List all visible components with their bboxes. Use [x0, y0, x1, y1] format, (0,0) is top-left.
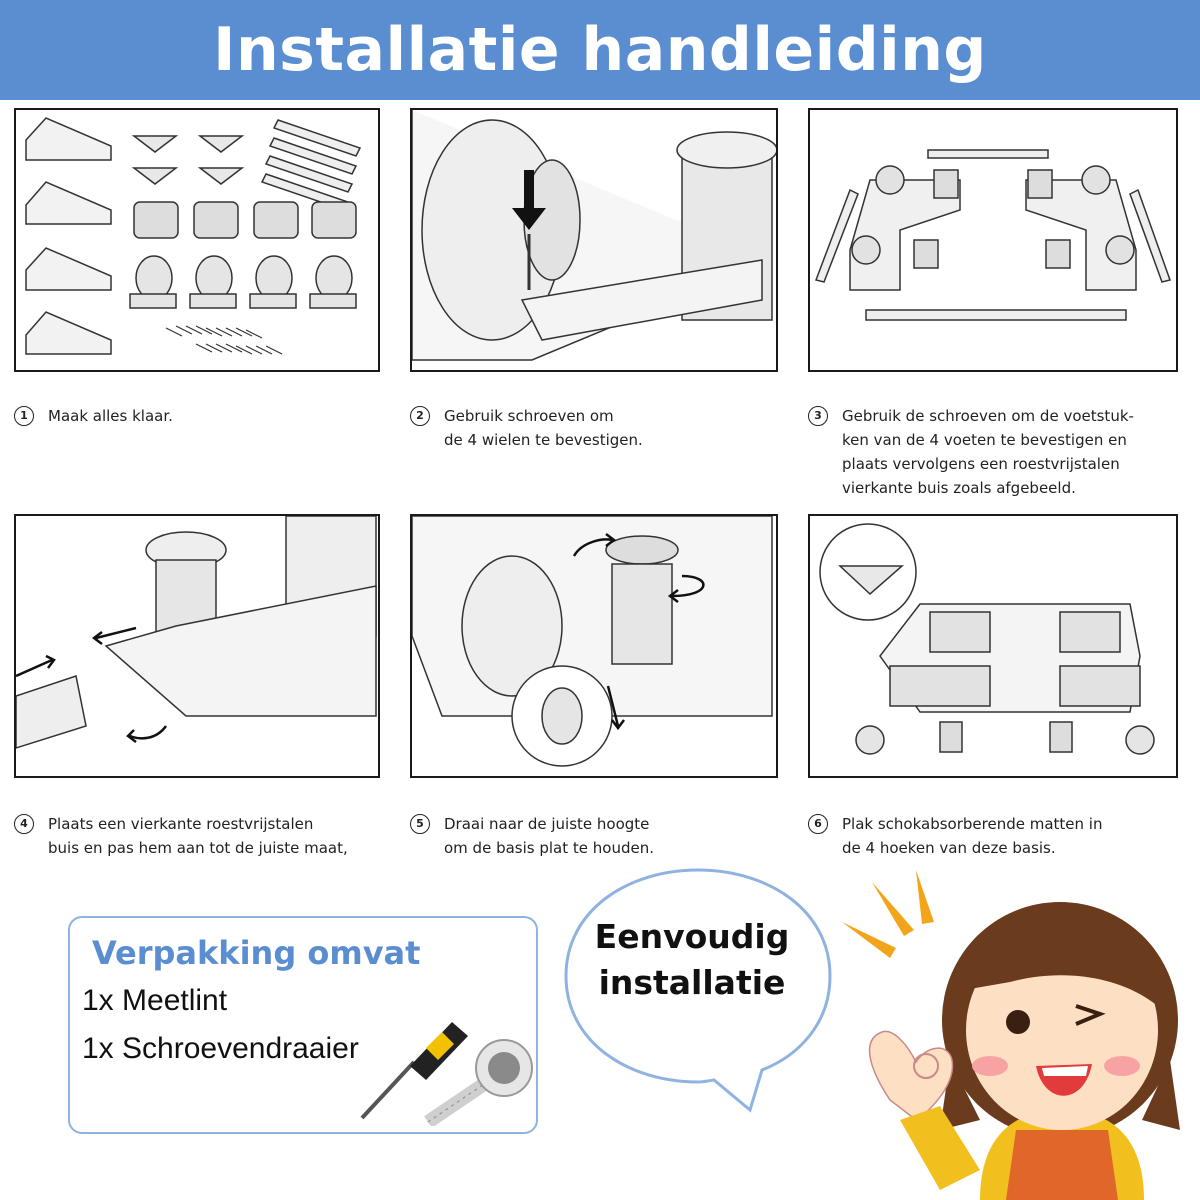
step-text: Draai naar de juiste hoogte om de basis plat te houden. — [444, 815, 654, 857]
step-text: Plaats een vierkante roestvrijstalen buis en pas hem aan tot de juiste maat, — [48, 815, 348, 857]
step-number-badge: 1 — [14, 406, 34, 426]
adjustable-feet — [134, 202, 356, 238]
step-1-illustration — [14, 108, 380, 372]
corner-bracket-parts — [26, 118, 111, 354]
screws — [166, 326, 282, 354]
step-6-illustration — [808, 514, 1178, 778]
step-text: Maak alles klaar. — [48, 407, 173, 425]
step-6-caption — [808, 812, 1178, 860]
page-title: Installatie handleiding — [213, 15, 987, 85]
step-1-caption — [14, 404, 374, 428]
caster-wheels — [130, 256, 356, 308]
step-text: Gebruik de schroeven om de voetstuk- ken van de 4 voeten te bevestigen en plaats vervolgens een roestvrijstalen vierkante buis zoals afgebeeld. — [842, 407, 1134, 497]
step-number-badge: 6 — [808, 814, 828, 834]
bubble-line-2: installatie — [598, 963, 786, 1002]
step-5-illustration — [410, 514, 778, 778]
step-4-illustration — [14, 514, 380, 778]
step-text: Plak schokabsorberende matten in de 4 hoeken van deze basis. — [842, 815, 1103, 857]
step-4-caption — [14, 812, 394, 860]
woman-ok-gesture-illustration — [830, 870, 1180, 1200]
bubble-line-1: Eenvoudig — [594, 917, 790, 956]
exclamation-rays — [842, 870, 934, 958]
step-number-badge: 4 — [14, 814, 34, 834]
page-header — [0, 0, 1200, 100]
step-text: Gebruik schroeven om de 4 wielen te bevestigen. — [444, 407, 643, 449]
package-title: Verpakking omvat — [92, 934, 421, 972]
step-2-illustration — [410, 108, 778, 372]
measuring-tape-icon — [418, 1036, 536, 1126]
package-item-tape: 1x Meetlint — [82, 984, 228, 1017]
step-number-badge: 3 — [808, 406, 828, 426]
step-2-caption — [410, 404, 774, 452]
step-3-illustration — [808, 108, 1178, 372]
step-number-badge: 5 — [410, 814, 430, 834]
step-3-caption — [808, 404, 1188, 500]
triangle-pads — [134, 136, 242, 184]
package-contents-box — [68, 916, 538, 1134]
package-item-screwdriver: 1x Schroevendraaier — [82, 1032, 359, 1065]
step-5-caption — [410, 812, 774, 860]
steel-tubes — [262, 120, 360, 210]
speech-bubble-text — [574, 914, 810, 1006]
step-number-badge: 2 — [410, 406, 430, 426]
